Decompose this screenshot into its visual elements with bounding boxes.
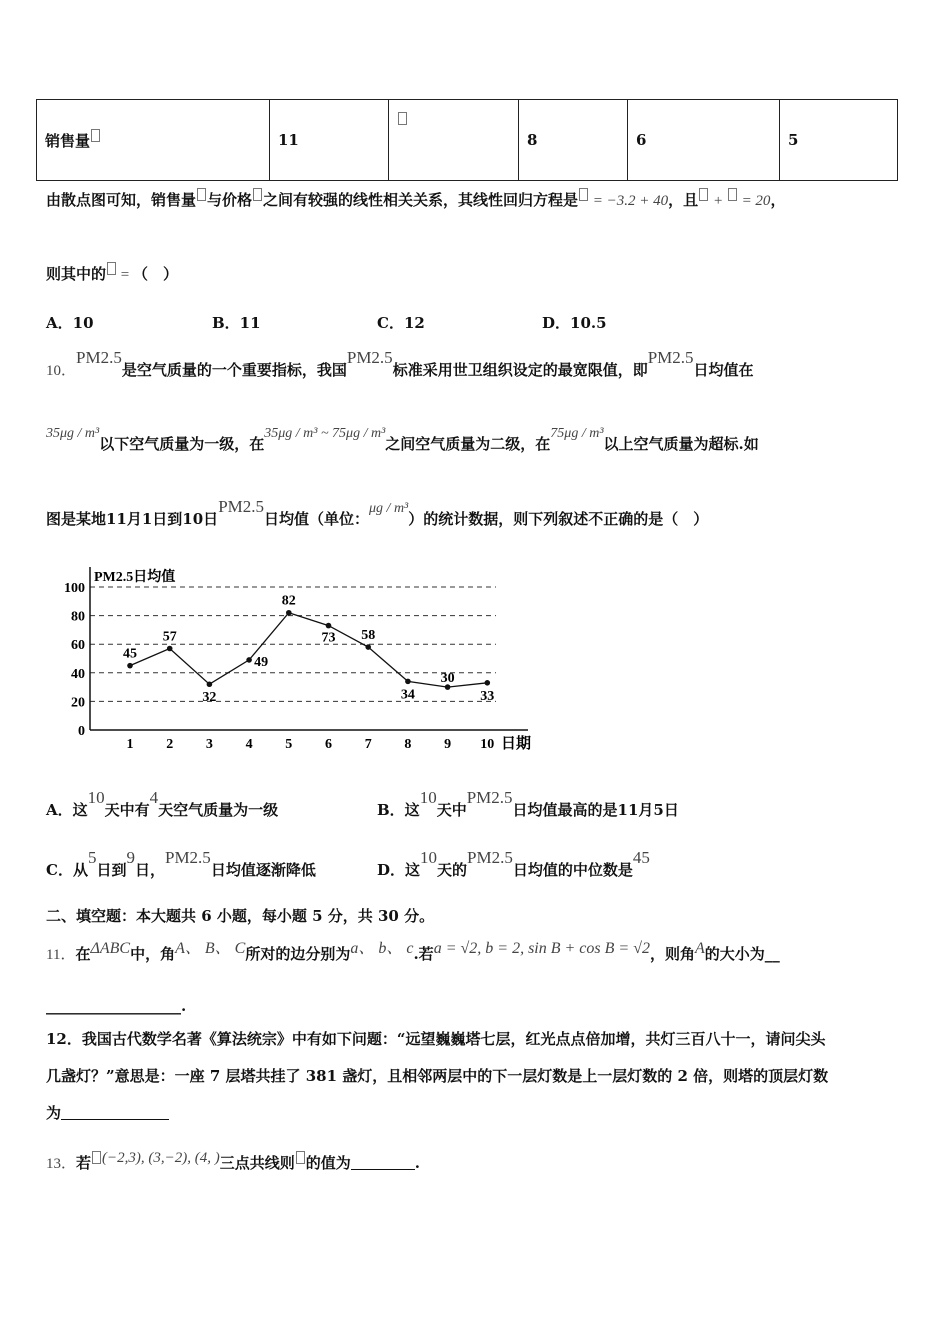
data-point [286,610,292,616]
x-tick-label: 6 [325,737,332,752]
q9-line2: 则其中的 = （ ） [46,262,178,285]
q9-option-b: B．11 [212,314,261,332]
q11-line1: 11．在ΔABC中，角A、 B、 C所对的边分别为a、 b、 c.若a = √2, b = 2, sin B + cos B = √2，则角A的大小为__ [46,940,780,963]
pm25-line-chart [46,555,546,755]
data-label: 73 [321,630,336,646]
sales-table [36,99,898,181]
q12-line2: 几盏灯？”意思是：一座 7 层塔共挂了 381 盏灯，且相邻两层中的下一层灯数是上一层灯数的 2 倍，则塔的顶层灯数 [46,1067,829,1085]
q12-answer-blank[interactable] [61,1103,169,1120]
data-label: 45 [123,646,137,662]
q9-option-d: D．10.5 [542,314,607,332]
x-tick-label: 9 [444,737,452,752]
x-tick-label: 10 [480,737,495,752]
data-point [405,679,411,685]
data-point [326,623,332,629]
chart-title: PM2.5日均值 [94,570,176,585]
x-tick-label: 2 [166,737,174,752]
x-tick-label: 8 [404,737,412,752]
data-label: 82 [281,593,296,609]
table-row [37,100,898,181]
q11-answer-blank[interactable]: __________________. [46,997,187,1015]
x-tick-label: 5 [285,737,293,752]
data-point [246,657,252,663]
q10-option-b: B．这10天中PM2.5日均值最高的是11月5日 [377,788,679,819]
y-tick-label: 0 [78,724,85,739]
series-line [130,613,487,687]
q9-option-a: A．10 [46,314,94,332]
placeholder-glyph [398,112,407,125]
data-point [127,663,133,669]
table-cell: 6 [628,100,780,181]
data-label: 33 [480,688,495,704]
chart-xlabel: 日期 [501,736,532,752]
x-tick-label: 3 [205,737,213,752]
y-tick-label: 100 [64,581,85,596]
q13-line: 13．若 (−2,3), (3,−2), (4, )三点共线则 的值为 . [46,1150,421,1172]
data-label: 49 [254,654,269,670]
q9-line1: 由散点图可知，销售量 与价格 之间有较强的线性相关关系，其线性回归方程是 = −3.2 + 40，且 + = 20， [46,188,785,211]
data-point [167,646,173,652]
y-tick-label: 40 [71,666,85,682]
q10-option-c: C．从5日到9日，PM2.5日均值逐渐降低 [46,848,316,879]
data-label: 32 [202,690,217,706]
y-tick-label: 20 [71,695,85,711]
placeholder-glyph [91,129,100,142]
section-heading: 二、填空题：本大题共 6 小题，每小题 5 分，共 30 分。 [46,907,435,925]
data-label: 30 [440,671,455,687]
data-point [485,680,491,686]
table-cell: 5 [780,100,898,181]
y-tick-label: 60 [71,638,85,654]
x-tick-label: 4 [245,737,253,752]
regression-equation: = −3.2 + 40 [589,193,669,209]
q12-line1: 12．我国古代数学名著《算法统宗》中有如下问题：“远望巍巍塔七层，红光点点倍加增，共灯三百八十一，请问尖头 [46,1030,826,1048]
q13-answer-blank[interactable] [351,1153,415,1170]
q9-option-c: C．12 [377,314,425,332]
x-tick-label: 1 [126,737,134,752]
q10-option-a: A．这10天中有4天空气质量为一级 [46,788,279,819]
q10-line3: 图是某地11月1日到10日PM2.5日均值（单位：μg / m³）的统计数据，则下列叙述不正确的是（ ） [46,497,709,528]
x-tick-label: 7 [364,737,372,752]
table-cell [389,100,519,181]
data-point [365,644,371,650]
q10-line2: 35μg / m³以下空气质量为一级，在35μg / m³ ~ 75μg / m³之间空气质量为二级，在75μg / m³以上空气质量为超标.如 [46,426,759,453]
table-cell: 11 [270,100,389,181]
y-tick-label: 80 [71,609,85,625]
data-label: 57 [162,629,177,645]
q12-line3: 为 [46,1103,169,1123]
table-cell: 8 [519,100,628,181]
table-header-cell: 销售量 [37,100,270,181]
data-point [207,681,213,687]
data-label: 58 [361,628,376,644]
q10-option-d: D．这10天的PM2.5日均值的中位数是45 [377,848,650,879]
q10-line1: 10．PM2.5是空气质量的一个重要指标，我国PM2.5标准采用世卫组织设定的最宽限值，即PM2.5日均值在 [46,348,754,379]
data-label: 34 [400,687,415,703]
